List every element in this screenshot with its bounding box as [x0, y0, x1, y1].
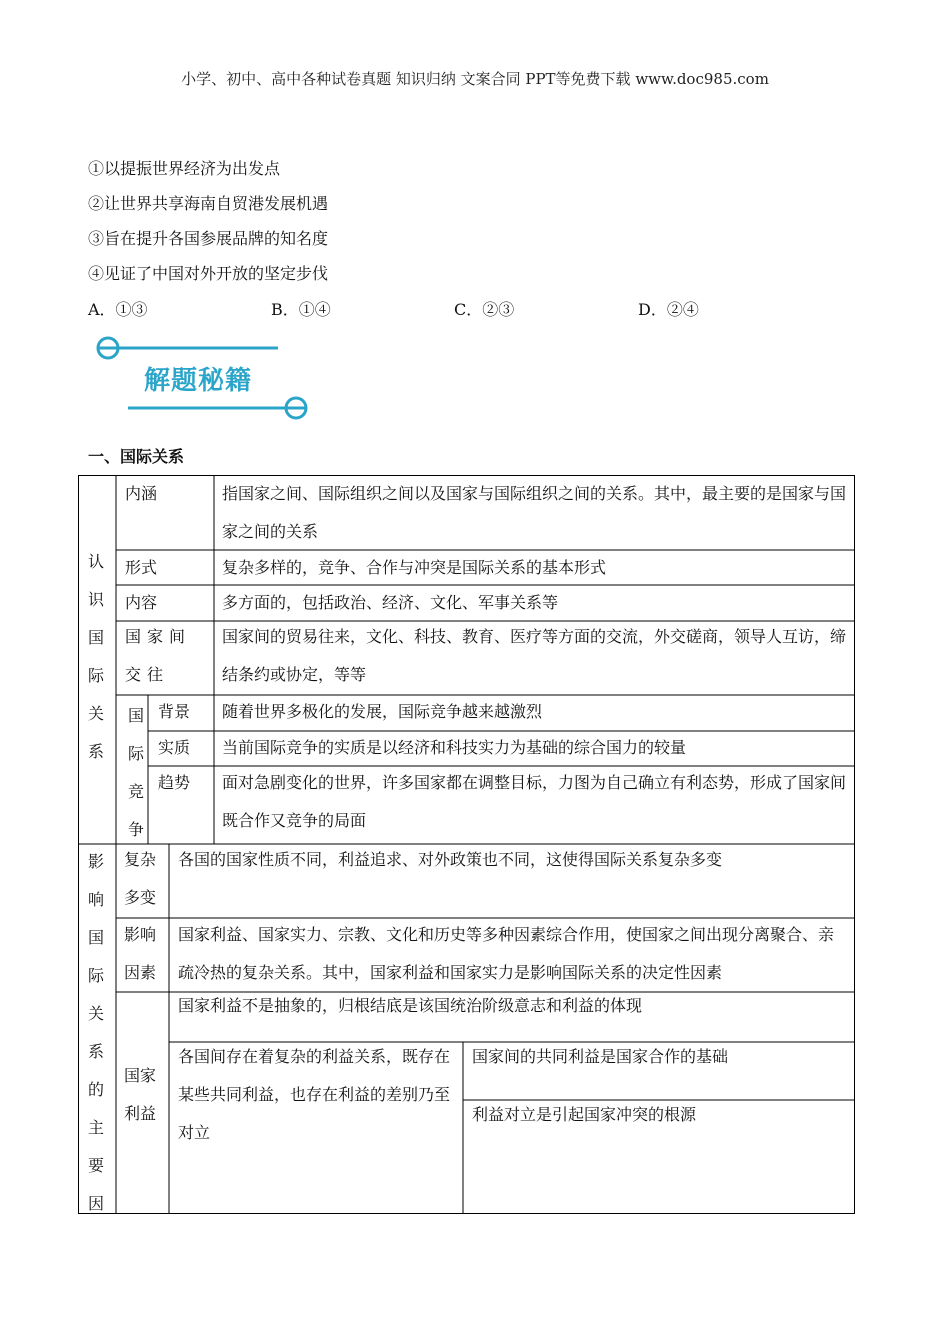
row-label-national-interest: 国家利益: [124, 1066, 157, 1123]
option-2: ②让世界共享海南自贸港发展机遇: [88, 194, 329, 213]
choice-d[interactable]: D．②④: [638, 300, 699, 319]
row-label-connotation: 内涵: [125, 484, 158, 503]
competition-label-essence: 实质: [158, 738, 191, 757]
choice-a[interactable]: A．①③: [88, 300, 148, 319]
row-content-form: 复杂多样的，竞争、合作与冲突是国际关系的基本形式: [222, 558, 607, 577]
page-header: 小学、初中、高中各种试卷真题 知识归纳 文案合同 PPT等免费下载 www.doc985.com: [181, 70, 769, 88]
solution-tips-badge: [92, 334, 320, 424]
competition-label-trend: 趋势: [158, 773, 191, 792]
interest-intro: 国家利益不是抽象的，归根结底是该国统治阶级意志和利益的体现: [178, 996, 643, 1015]
option-4: ④见证了中国对外开放的坚定步伐: [88, 264, 329, 283]
competition-label: 国际竞争: [127, 706, 144, 839]
row-label-complex: 复杂多变: [124, 850, 157, 907]
international-relations-table: [78, 475, 855, 1214]
row-content-exchange: 国家间的贸易往来，文化、科技、教育、医疗等方面的交流，外交磋商，领导人互访，缔结条约或协定，等等: [222, 627, 847, 684]
row-content-factors: 国家利益、国家实力、宗教、文化和历史等多种因素综合作用，使国家之间出现分离聚合、亲疏冷热的复杂关系。其中，国家利益和国家实力是影响国际关系的决定性因素: [178, 925, 835, 982]
competition-content-background: 随着世界多极化的发展，国际竞争越来越激烈: [222, 702, 543, 721]
interest-relations: 各国间存在着复杂的利益关系，既存在某些共同利益，也存在利益的差别乃至对立: [178, 1047, 451, 1142]
answer-choices: [88, 297, 848, 319]
competition-content-trend: 面对急剧变化的世界，许多国家都在调整目标，力图为自己确立有利态势，形成了国家间既合作又竞争的局面: [222, 773, 847, 830]
competition-label-background: 背景: [158, 702, 191, 721]
competition-content-essence: 当前国际竞争的实质是以经济和科技实力为基础的综合国力的较量: [222, 738, 687, 757]
choice-c[interactable]: C．②③: [454, 300, 515, 319]
badge-label: 解题秘籍: [144, 366, 253, 396]
row-label-form: 形式: [125, 558, 158, 577]
group-label-factors: 影响国际关系的主要因: [87, 852, 104, 1213]
option-1: ①以提振世界经济为出发点: [88, 159, 281, 178]
interest-common: 国家间的共同利益是国家合作的基础: [472, 1047, 729, 1066]
option-3: ③旨在提升各国参展品牌的知名度: [88, 229, 329, 248]
interest-opposition: 利益对立是引起国家冲突的根源: [472, 1105, 697, 1124]
choice-b[interactable]: B．①④: [271, 300, 331, 319]
row-label-exchange: 国家间交往: [125, 627, 192, 684]
group-label-recognize: 认识国际关系: [87, 552, 104, 761]
row-label-content: 内容: [125, 593, 158, 612]
row-content-connotation: 指国家之间、国际组织之间以及国家与国际组织之间的关系。其中，最主要的是国家与国家之间的关系: [222, 484, 847, 541]
row-content-complex: 各国的国家性质不同，利益追求、对外政策也不同，这使得国际关系复杂多变: [178, 850, 723, 869]
row-content-content: 多方面的，包括政治、经济、文化、军事关系等: [222, 593, 559, 612]
row-label-factors: 影响因素: [124, 925, 157, 982]
section-title: 一、国际关系: [88, 447, 185, 466]
